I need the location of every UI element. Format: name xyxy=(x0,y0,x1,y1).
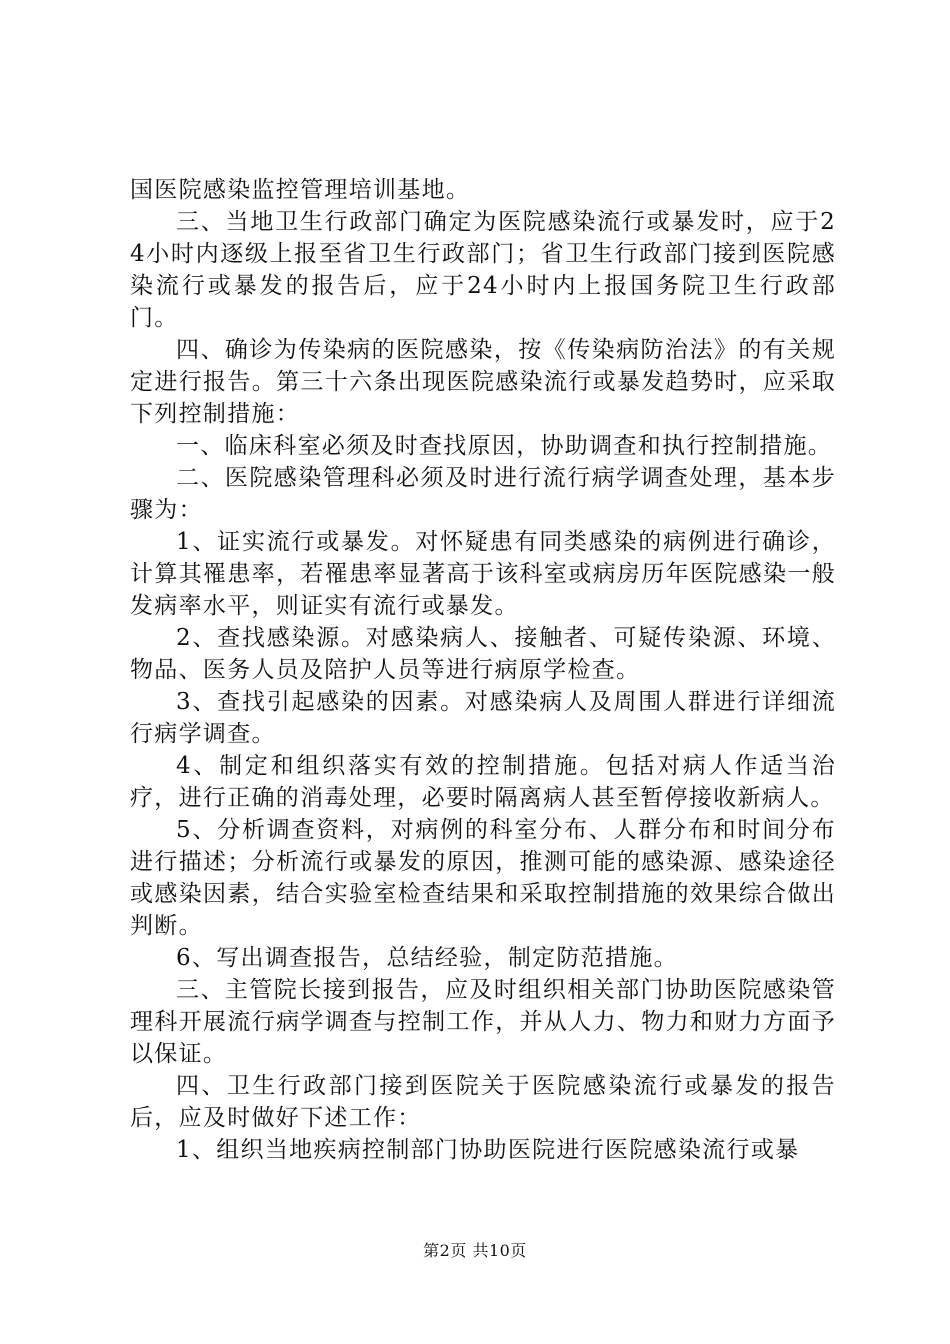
paragraph-9: 4、制定和组织落实有效的控制措施。包括对病人作适当治疗，进行正确的消毒处理，必要时隔离病人甚至暂停接收新病人。 xyxy=(130,753,836,811)
page-number-label: 第2页 共10页 xyxy=(423,1241,527,1260)
paragraph-3: 四、确诊为传染病的医院感染，按《传染病防治法》的有关规定进行报告。第三十六条出现医院感染流行或暴发趋势时，应采取下列控制措施： xyxy=(130,337,836,427)
page-footer xyxy=(0,1241,950,1261)
paragraph-13: 四、卫生行政部门接到医院关于医院感染流行或暴发的报告后，应及时做好下述工作： xyxy=(130,1073,836,1131)
paragraph-2: 三、当地卫生行政部门确定为医院感染流行或暴发时，应于24小时内逐级上报至省卫生行政部门；省卫生行政部门接到医院感染流行或暴发的报告后，应于24小时内上报国务院卫生行政部门。 xyxy=(130,209,836,331)
paragraph-10: 5、分析调查资料，对病例的科室分布、人群分布和时间分布进行描述；分析流行或暴发的原因，推测可能的感染源、感染途径或感染因素，结合实验室检查结果和采取控制措施的效果综合做出判断。 xyxy=(130,817,836,939)
paragraph-6: 1、证实流行或暴发。对怀疑患有同类感染的病例进行确诊，计算其罹患率，若罹患率显著高于该科室或病房历年医院感染一般发病率水平，则证实有流行或暴发。 xyxy=(130,529,836,619)
paragraph-11: 6、写出调查报告，总结经验，制定防范措施。 xyxy=(176,945,678,971)
paragraph-8: 3、查找引起感染的因素。对感染病人及周围人群进行详细流行病学调查。 xyxy=(130,689,836,747)
paragraph-4: 一、临床科室必须及时查找原因，协助调查和执行控制措施。 xyxy=(176,433,833,459)
paragraph-7: 2、查找感染源。对感染病人、接触者、可疑传染源、环境、物品、医务人员及陪护人员等进行病原学检查。 xyxy=(130,625,836,683)
paragraph-1: 国医院感染监控管理培训基地。 xyxy=(130,177,471,203)
paragraph-14: 1、组织当地疾病控制部门协助医院进行医院感染流行或暴 xyxy=(176,1137,800,1163)
document-body xyxy=(130,174,836,1166)
paragraph-5: 二、医院感染管理科必须及时进行流行病学调查处理，基本步骤为： xyxy=(130,465,836,523)
paragraph-12: 三、主管院长接到报告，应及时组织相关部门协助医院感染管理科开展流行病学调查与控制工作，并从人力、物力和财力方面予以保证。 xyxy=(130,977,836,1067)
